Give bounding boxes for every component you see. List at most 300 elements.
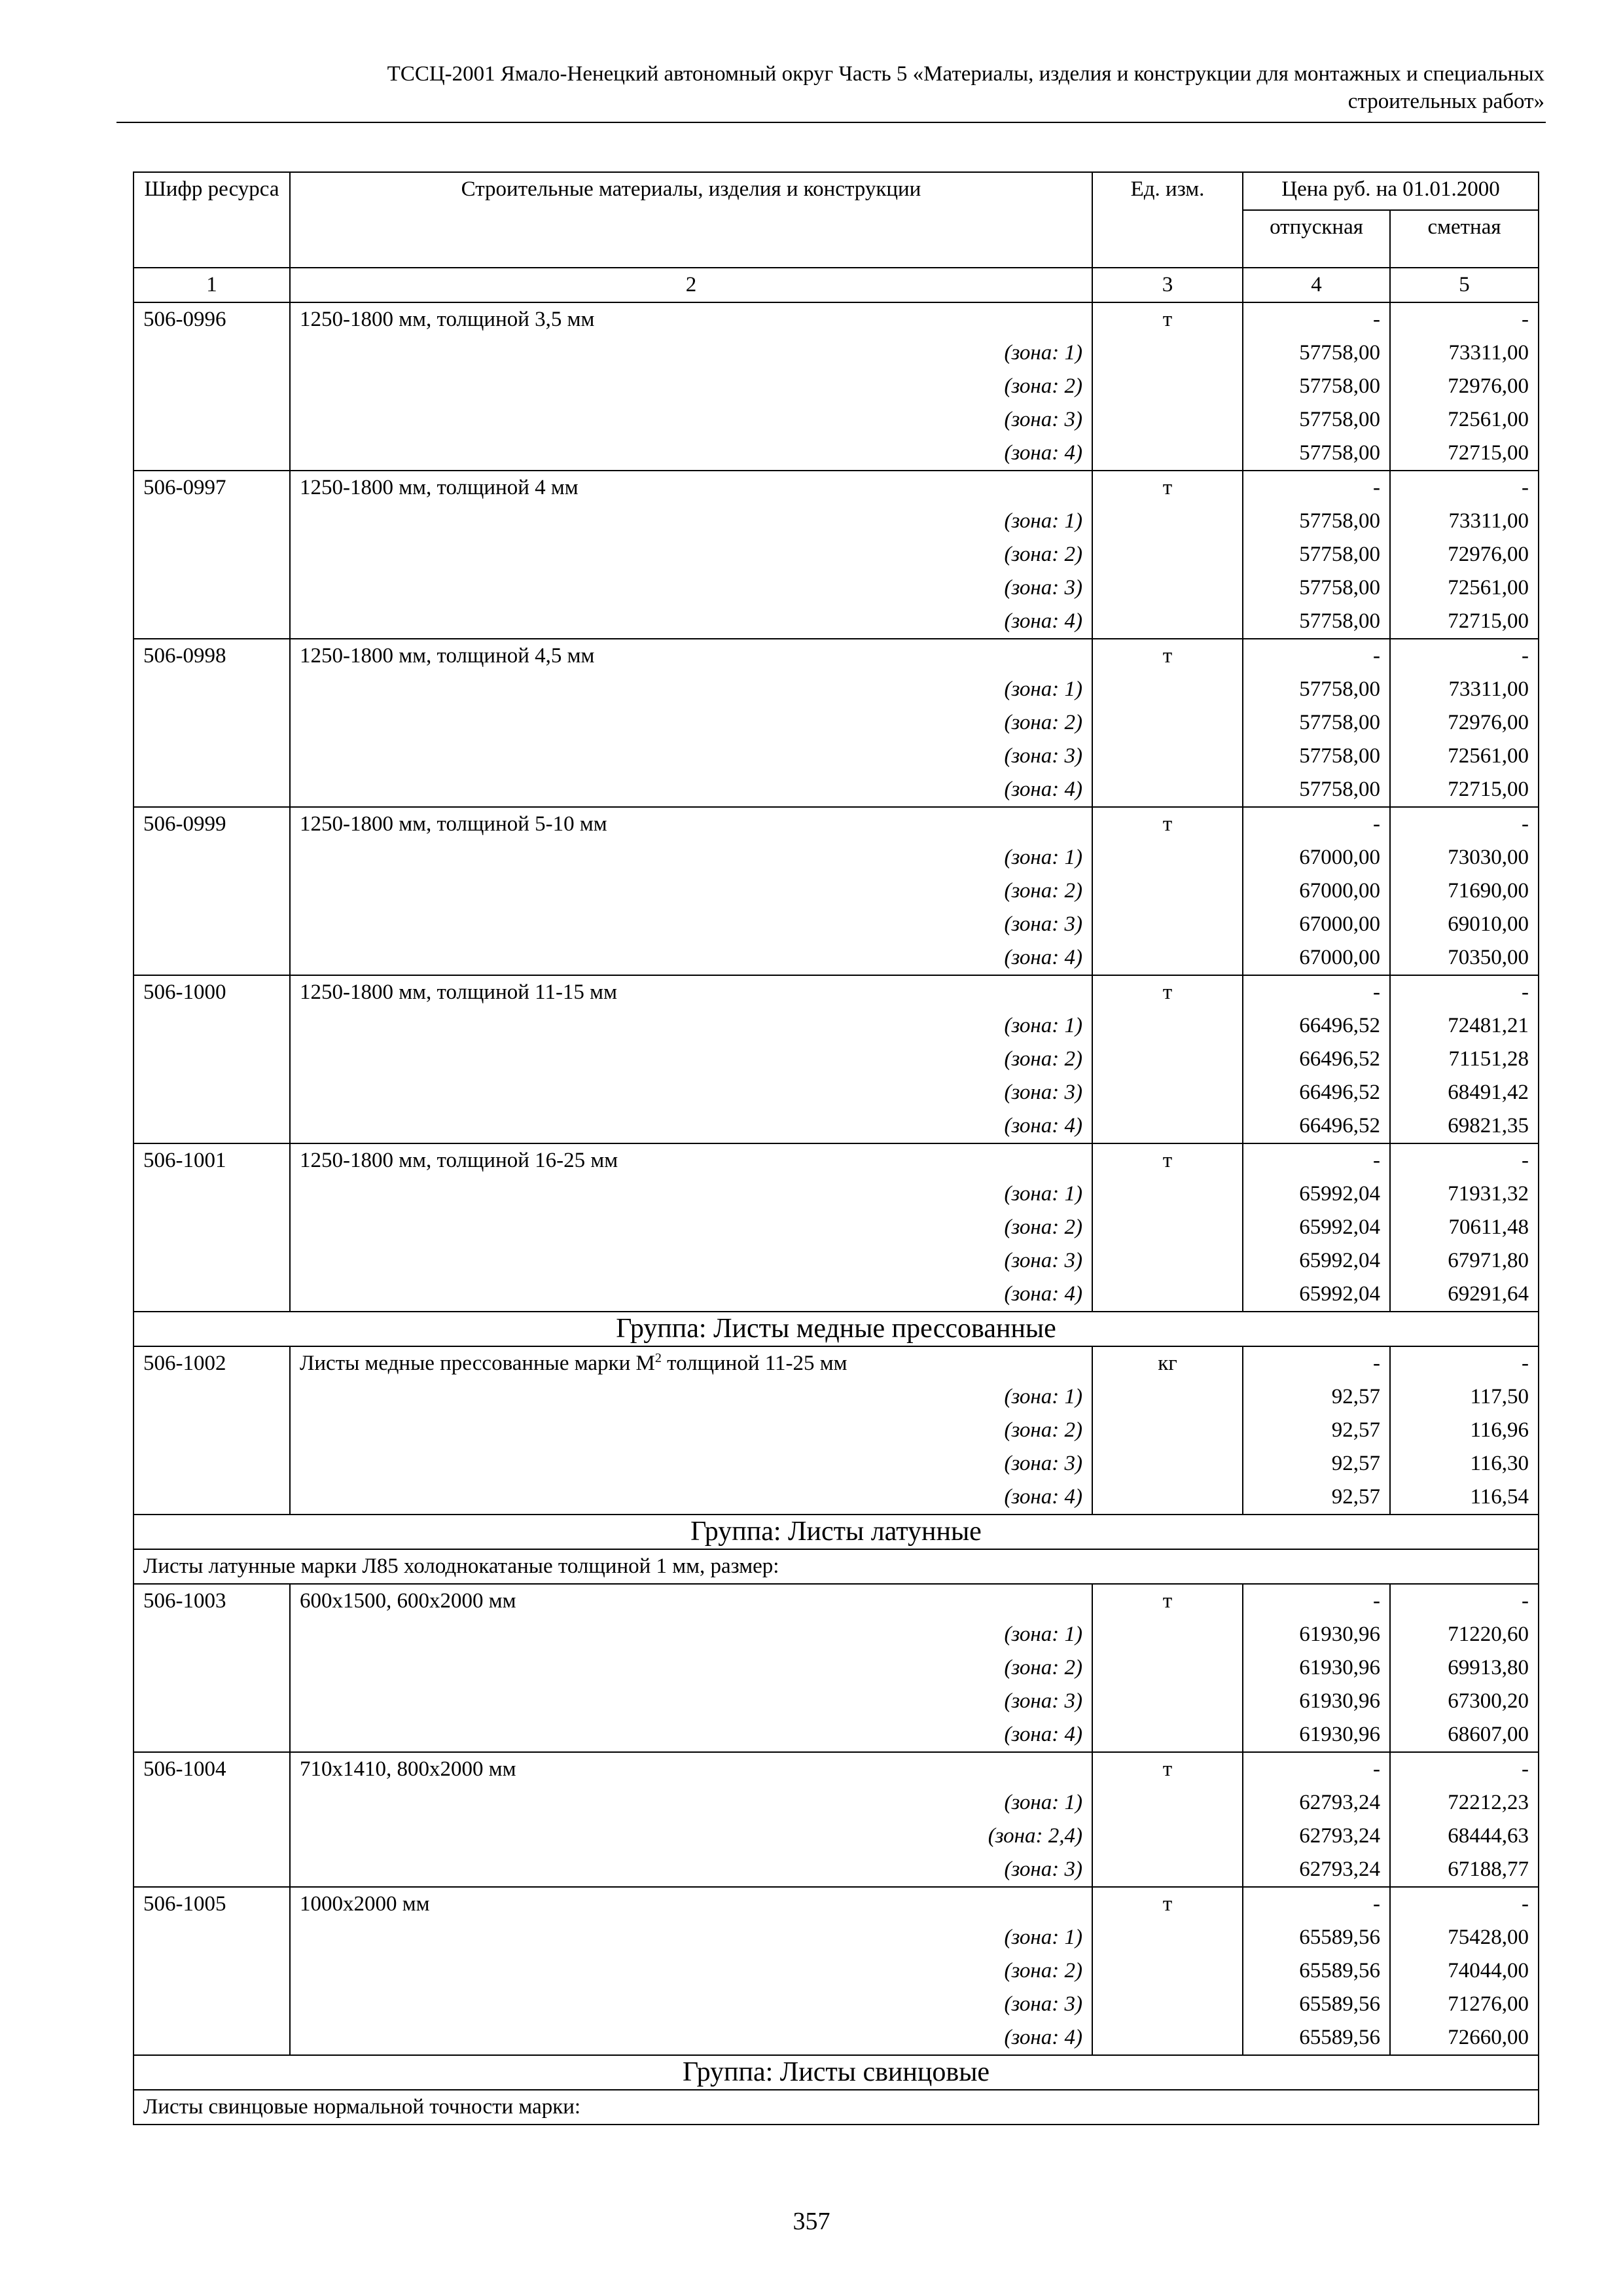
header-rule xyxy=(116,122,1546,123)
empty-code-cell xyxy=(134,1954,290,1988)
empty-code-cell xyxy=(134,1244,290,1278)
empty-unit-cell xyxy=(1092,505,1243,538)
zone-row xyxy=(134,1954,1539,1988)
zone-estimate-price: 73311,00 xyxy=(1390,336,1539,370)
empty-unit-cell xyxy=(1092,1009,1243,1043)
zone-release-price: 57758,00 xyxy=(1243,437,1390,471)
item-row xyxy=(134,471,1539,505)
zone-estimate-price: 72561,00 xyxy=(1390,740,1539,773)
zone-estimate-price: 69010,00 xyxy=(1390,908,1539,941)
header-estimate: сметная xyxy=(1390,210,1539,268)
zone-estimate-price: 72976,00 xyxy=(1390,370,1539,403)
zone-row xyxy=(134,1043,1539,1076)
item-row xyxy=(134,639,1539,673)
zone-label: (зона: 4) xyxy=(290,1278,1092,1312)
empty-code-cell xyxy=(134,571,290,605)
zone-release-price: 65992,04 xyxy=(1243,1211,1390,1244)
unit: т xyxy=(1092,1584,1243,1618)
zone-estimate-price: 71931,32 xyxy=(1390,1177,1539,1211)
empty-code-cell xyxy=(134,403,290,437)
zone-row xyxy=(134,437,1539,471)
unit: т xyxy=(1092,639,1243,673)
zone-label: (зона: 1) xyxy=(290,336,1092,370)
zone-row xyxy=(134,505,1539,538)
release-price: - xyxy=(1243,807,1390,841)
header-release: отпускная xyxy=(1243,210,1390,268)
resource-code: 506-0996 xyxy=(134,302,290,336)
zone-row xyxy=(134,841,1539,874)
header-unit: Ед. изм. xyxy=(1092,172,1243,268)
empty-unit-cell xyxy=(1092,1278,1243,1312)
zone-release-price: 57758,00 xyxy=(1243,505,1390,538)
zone-estimate-price: 68491,42 xyxy=(1390,1076,1539,1109)
empty-code-cell xyxy=(134,1447,290,1480)
zone-label: (зона: 3) xyxy=(290,908,1092,941)
empty-code-cell xyxy=(134,1618,290,1651)
empty-unit-cell xyxy=(1092,1954,1243,1988)
estimate-price: - xyxy=(1390,1752,1539,1786)
empty-unit-cell xyxy=(1092,1447,1243,1480)
empty-code-cell xyxy=(134,841,290,874)
zone-row xyxy=(134,1009,1539,1043)
empty-unit-cell xyxy=(1092,2021,1243,2055)
zone-estimate-price: 72715,00 xyxy=(1390,437,1539,471)
empty-code-cell xyxy=(134,908,290,941)
zone-label: (зона: 2) xyxy=(290,1954,1092,1988)
empty-code-cell xyxy=(134,1718,290,1752)
empty-code-cell xyxy=(134,1480,290,1515)
empty-unit-cell xyxy=(1092,1244,1243,1278)
zone-label: (зона: 2,4) xyxy=(290,1820,1092,1853)
item-name-text: Листы медные прессованные марки М xyxy=(300,1352,655,1375)
empty-code-cell xyxy=(134,941,290,975)
header-price: Цена руб. на 01.01.2000 xyxy=(1243,172,1539,210)
zone-estimate-price: 72715,00 xyxy=(1390,773,1539,807)
release-price: - xyxy=(1243,302,1390,336)
item-name: 710х1410, 800х2000 мм xyxy=(290,1752,1092,1786)
empty-code-cell xyxy=(134,1076,290,1109)
item-row xyxy=(134,975,1539,1009)
zone-label: (зона: 3) xyxy=(290,1685,1092,1718)
item-row xyxy=(134,1887,1539,1921)
zone-estimate-price: 67188,77 xyxy=(1390,1853,1539,1887)
zone-estimate-price: 116,96 xyxy=(1390,1414,1539,1447)
zone-label: (зона: 4) xyxy=(290,941,1092,975)
column-number: 1 xyxy=(134,268,290,302)
zone-release-price: 67000,00 xyxy=(1243,908,1390,941)
estimate-price: - xyxy=(1390,1346,1539,1380)
estimate-price: - xyxy=(1390,1887,1539,1921)
empty-code-cell xyxy=(134,1921,290,1954)
zone-release-price: 57758,00 xyxy=(1243,571,1390,605)
zone-estimate-price: 72715,00 xyxy=(1390,605,1539,639)
zone-row xyxy=(134,1447,1539,1480)
resource-code: 506-1002 xyxy=(134,1346,290,1380)
zone-estimate-price: 74044,00 xyxy=(1390,1954,1539,1988)
empty-unit-cell xyxy=(1092,706,1243,740)
resource-code: 506-0998 xyxy=(134,639,290,673)
empty-unit-cell xyxy=(1092,1177,1243,1211)
zone-label: (зона: 3) xyxy=(290,1988,1092,2021)
zone-release-price: 57758,00 xyxy=(1243,673,1390,706)
empty-unit-cell xyxy=(1092,437,1243,471)
resource-code: 506-1001 xyxy=(134,1143,290,1177)
unit: т xyxy=(1092,471,1243,505)
page-header xyxy=(116,60,1544,115)
zone-row xyxy=(134,1244,1539,1278)
zone-release-price: 67000,00 xyxy=(1243,841,1390,874)
zone-estimate-price: 75428,00 xyxy=(1390,1921,1539,1954)
item-name: 1250-1800 мм, толщиной 11-15 мм xyxy=(290,975,1092,1009)
empty-unit-cell xyxy=(1092,874,1243,908)
zone-estimate-price: 117,50 xyxy=(1390,1380,1539,1414)
zone-label: (зона: 3) xyxy=(290,571,1092,605)
empty-code-cell xyxy=(134,1651,290,1685)
unit: т xyxy=(1092,1752,1243,1786)
empty-unit-cell xyxy=(1092,1786,1243,1820)
zone-row xyxy=(134,1853,1539,1887)
empty-unit-cell xyxy=(1092,538,1243,571)
header-code: Шифр ресурса xyxy=(134,172,290,268)
zone-row xyxy=(134,1718,1539,1752)
zone-label: (зона: 4) xyxy=(290,605,1092,639)
zone-estimate-price: 69821,35 xyxy=(1390,1109,1539,1143)
zone-row xyxy=(134,773,1539,807)
zone-row xyxy=(134,908,1539,941)
zone-release-price: 92,57 xyxy=(1243,1447,1390,1480)
zone-estimate-price: 72561,00 xyxy=(1390,403,1539,437)
item-row xyxy=(134,302,1539,336)
zone-release-price: 57758,00 xyxy=(1243,605,1390,639)
zone-estimate-price: 72481,21 xyxy=(1390,1009,1539,1043)
zone-estimate-price: 116,54 xyxy=(1390,1480,1539,1515)
zone-row xyxy=(134,605,1539,639)
estimate-price: - xyxy=(1390,975,1539,1009)
estimate-price: - xyxy=(1390,1143,1539,1177)
zone-row xyxy=(134,706,1539,740)
zone-estimate-price: 73030,00 xyxy=(1390,841,1539,874)
zone-label: (зона: 3) xyxy=(290,1447,1092,1480)
zone-label: (зона: 3) xyxy=(290,1244,1092,1278)
item-name: 1250-1800 мм, толщиной 16-25 мм xyxy=(290,1143,1092,1177)
zone-label: (зона: 3) xyxy=(290,740,1092,773)
release-price: - xyxy=(1243,639,1390,673)
zone-row xyxy=(134,1278,1539,1312)
zone-estimate-price: 73311,00 xyxy=(1390,673,1539,706)
empty-unit-cell xyxy=(1092,1921,1243,1954)
empty-unit-cell xyxy=(1092,1109,1243,1143)
zone-estimate-price: 73311,00 xyxy=(1390,505,1539,538)
zone-release-price: 57758,00 xyxy=(1243,336,1390,370)
zone-release-price: 61930,96 xyxy=(1243,1618,1390,1651)
group-title: Группа: Листы свинцовые xyxy=(134,2055,1539,2090)
zone-estimate-price: 68607,00 xyxy=(1390,1718,1539,1752)
zone-release-price: 92,57 xyxy=(1243,1480,1390,1515)
empty-unit-cell xyxy=(1092,1853,1243,1887)
item-name xyxy=(290,1346,1092,1380)
release-price: - xyxy=(1243,975,1390,1009)
subheading-row xyxy=(134,2090,1539,2125)
estimate-price: - xyxy=(1390,807,1539,841)
zone-estimate-price: 72660,00 xyxy=(1390,2021,1539,2055)
empty-code-cell xyxy=(134,1820,290,1853)
empty-code-cell xyxy=(134,505,290,538)
zone-release-price: 67000,00 xyxy=(1243,941,1390,975)
zone-row xyxy=(134,1076,1539,1109)
zone-label: (зона: 2) xyxy=(290,538,1092,571)
item-row xyxy=(134,807,1539,841)
zone-release-price: 65589,56 xyxy=(1243,2021,1390,2055)
empty-unit-cell xyxy=(1092,1718,1243,1752)
column-number: 2 xyxy=(290,268,1092,302)
empty-unit-cell xyxy=(1092,1651,1243,1685)
zone-row xyxy=(134,571,1539,605)
table-header xyxy=(134,172,1539,302)
empty-code-cell xyxy=(134,336,290,370)
estimate-price: - xyxy=(1390,639,1539,673)
zone-release-price: 65589,56 xyxy=(1243,1988,1390,2021)
empty-code-cell xyxy=(134,1988,290,2021)
zone-estimate-price: 67300,20 xyxy=(1390,1685,1539,1718)
zone-row xyxy=(134,1685,1539,1718)
zone-row xyxy=(134,1177,1539,1211)
zone-label: (зона: 4) xyxy=(290,1480,1092,1515)
empty-unit-cell xyxy=(1092,1988,1243,2021)
empty-unit-cell xyxy=(1092,1211,1243,1244)
item-row xyxy=(134,1143,1539,1177)
zone-release-price: 65992,04 xyxy=(1243,1278,1390,1312)
unit: т xyxy=(1092,807,1243,841)
empty-unit-cell xyxy=(1092,1618,1243,1651)
zone-estimate-price: 72976,00 xyxy=(1390,706,1539,740)
zone-release-price: 57758,00 xyxy=(1243,370,1390,403)
zone-label: (зона: 4) xyxy=(290,1109,1092,1143)
empty-unit-cell xyxy=(1092,941,1243,975)
zone-label: (зона: 3) xyxy=(290,403,1092,437)
zone-estimate-price: 70611,48 xyxy=(1390,1211,1539,1244)
zone-row xyxy=(134,1651,1539,1685)
zone-release-price: 65589,56 xyxy=(1243,1921,1390,1954)
zone-label: (зона: 1) xyxy=(290,1618,1092,1651)
group-row xyxy=(134,1312,1539,1346)
zone-estimate-price: 72976,00 xyxy=(1390,538,1539,571)
zone-label: (зона: 1) xyxy=(290,1921,1092,1954)
resource-code: 506-0999 xyxy=(134,807,290,841)
zone-label: (зона: 1) xyxy=(290,1380,1092,1414)
empty-code-cell xyxy=(134,773,290,807)
zone-estimate-price: 71151,28 xyxy=(1390,1043,1539,1076)
zone-label: (зона: 1) xyxy=(290,673,1092,706)
zone-label: (зона: 3) xyxy=(290,1076,1092,1109)
empty-unit-cell xyxy=(1092,1685,1243,1718)
zone-release-price: 67000,00 xyxy=(1243,874,1390,908)
zone-release-price: 92,57 xyxy=(1243,1414,1390,1447)
zone-label: (зона: 2) xyxy=(290,1651,1092,1685)
empty-unit-cell xyxy=(1092,1076,1243,1109)
empty-unit-cell xyxy=(1092,1414,1243,1447)
zone-label: (зона: 1) xyxy=(290,841,1092,874)
empty-unit-cell xyxy=(1092,773,1243,807)
zone-release-price: 66496,52 xyxy=(1243,1109,1390,1143)
zone-estimate-price: 71220,60 xyxy=(1390,1618,1539,1651)
resource-code: 506-1005 xyxy=(134,1887,290,1921)
subheading-row xyxy=(134,1549,1539,1584)
release-price: - xyxy=(1243,471,1390,505)
empty-unit-cell xyxy=(1092,336,1243,370)
empty-code-cell xyxy=(134,1685,290,1718)
unit: кг xyxy=(1092,1346,1243,1380)
zone-estimate-price: 70350,00 xyxy=(1390,941,1539,975)
empty-code-cell xyxy=(134,1009,290,1043)
zone-release-price: 62793,24 xyxy=(1243,1853,1390,1887)
zone-row xyxy=(134,1109,1539,1143)
zone-estimate-price: 116,30 xyxy=(1390,1447,1539,1480)
item-name: 600х1500, 600х2000 мм xyxy=(290,1584,1092,1618)
header-line-1: ТССЦ-2001 Ямало-Ненецкий автономный округ Часть 5 «Материалы, изделия и конструкции для монтажных и специальных xyxy=(387,62,1544,86)
zone-label: (зона: 2) xyxy=(290,1043,1092,1076)
zone-release-price: 61930,96 xyxy=(1243,1685,1390,1718)
zone-release-price: 66496,52 xyxy=(1243,1009,1390,1043)
zone-estimate-price: 72561,00 xyxy=(1390,571,1539,605)
unit: т xyxy=(1092,975,1243,1009)
zone-estimate-price: 68444,63 xyxy=(1390,1820,1539,1853)
item-name: 1250-1800 мм, толщиной 4,5 мм xyxy=(290,639,1092,673)
zone-estimate-price: 71276,00 xyxy=(1390,1988,1539,2021)
item-row xyxy=(134,1752,1539,1786)
zone-label: (зона: 4) xyxy=(290,1718,1092,1752)
item-row xyxy=(134,1346,1539,1380)
header-line-2: строительных работ» xyxy=(1347,90,1544,113)
zone-row xyxy=(134,874,1539,908)
zone-row xyxy=(134,336,1539,370)
empty-code-cell xyxy=(134,1278,290,1312)
zone-label: (зона: 2) xyxy=(290,706,1092,740)
zone-estimate-price: 69913,80 xyxy=(1390,1651,1539,1685)
zone-label: (зона: 2) xyxy=(290,1211,1092,1244)
zone-release-price: 65589,56 xyxy=(1243,1954,1390,1988)
item-name: 1250-1800 мм, толщиной 5-10 мм xyxy=(290,807,1092,841)
resource-code: 506-1004 xyxy=(134,1752,290,1786)
item-name: 1250-1800 мм, толщиной 4 мм xyxy=(290,471,1092,505)
empty-code-cell xyxy=(134,1380,290,1414)
zone-row xyxy=(134,1988,1539,2021)
column-number: 3 xyxy=(1092,268,1243,302)
zone-release-price: 92,57 xyxy=(1243,1380,1390,1414)
empty-unit-cell xyxy=(1092,403,1243,437)
zone-row xyxy=(134,1480,1539,1515)
empty-code-cell xyxy=(134,1177,290,1211)
zone-row xyxy=(134,1820,1539,1853)
empty-unit-cell xyxy=(1092,673,1243,706)
table-body xyxy=(134,302,1539,2125)
unit: т xyxy=(1092,1143,1243,1177)
group-row xyxy=(134,2055,1539,2090)
zone-row xyxy=(134,1786,1539,1820)
empty-code-cell xyxy=(134,1786,290,1820)
zone-row xyxy=(134,403,1539,437)
zone-label: (зона: 1) xyxy=(290,1786,1092,1820)
subheading-text: Листы свинцовые нормальной точности марки: xyxy=(134,2090,1539,2125)
group-title: Группа: Листы медные прессованные xyxy=(134,1312,1539,1346)
release-price: - xyxy=(1243,1887,1390,1921)
zone-release-price: 57758,00 xyxy=(1243,403,1390,437)
zone-release-price: 57758,00 xyxy=(1243,773,1390,807)
unit: т xyxy=(1092,302,1243,336)
subheading-text: Листы латунные марки Л85 холоднокатаные толщиной 1 мм, размер: xyxy=(134,1549,1539,1584)
zone-label: (зона: 4) xyxy=(290,2021,1092,2055)
resource-code: 506-0997 xyxy=(134,471,290,505)
zone-row xyxy=(134,740,1539,773)
header-name: Строительные материалы, изделия и конструкции xyxy=(290,172,1092,268)
empty-code-cell xyxy=(134,1414,290,1447)
zone-release-price: 66496,52 xyxy=(1243,1043,1390,1076)
empty-code-cell xyxy=(134,706,290,740)
zone-release-price: 62793,24 xyxy=(1243,1786,1390,1820)
zone-row xyxy=(134,1414,1539,1447)
zone-label: (зона: 1) xyxy=(290,505,1092,538)
zone-estimate-price: 67971,80 xyxy=(1390,1244,1539,1278)
empty-unit-cell xyxy=(1092,1380,1243,1414)
zone-row xyxy=(134,1618,1539,1651)
zone-label: (зона: 4) xyxy=(290,773,1092,807)
empty-unit-cell xyxy=(1092,571,1243,605)
empty-code-cell xyxy=(134,605,290,639)
empty-code-cell xyxy=(134,538,290,571)
zone-row xyxy=(134,370,1539,403)
zone-label: (зона: 3) xyxy=(290,1853,1092,1887)
empty-unit-cell xyxy=(1092,841,1243,874)
release-price: - xyxy=(1243,1752,1390,1786)
release-price: - xyxy=(1243,1346,1390,1380)
zone-release-price: 66496,52 xyxy=(1243,1076,1390,1109)
item-name-tail: толщиной 11-25 мм xyxy=(661,1352,847,1375)
group-title: Группа: Листы латунные xyxy=(134,1515,1539,1549)
release-price: - xyxy=(1243,1584,1390,1618)
empty-code-cell xyxy=(134,1853,290,1887)
empty-unit-cell xyxy=(1092,370,1243,403)
zone-label: (зона: 2) xyxy=(290,370,1092,403)
empty-code-cell xyxy=(134,1211,290,1244)
zone-release-price: 57758,00 xyxy=(1243,538,1390,571)
zone-release-price: 61930,96 xyxy=(1243,1718,1390,1752)
resource-price-table xyxy=(133,171,1539,2125)
zone-label: (зона: 2) xyxy=(290,874,1092,908)
item-name-superscript: 2 xyxy=(654,1351,662,1365)
empty-code-cell xyxy=(134,740,290,773)
zone-release-price: 65992,04 xyxy=(1243,1244,1390,1278)
empty-code-cell xyxy=(134,673,290,706)
zone-label: (зона: 1) xyxy=(290,1009,1092,1043)
column-number: 4 xyxy=(1243,268,1390,302)
empty-code-cell xyxy=(134,1043,290,1076)
empty-unit-cell xyxy=(1092,1480,1243,1515)
zone-row xyxy=(134,1921,1539,1954)
estimate-price: - xyxy=(1390,302,1539,336)
zone-row xyxy=(134,1380,1539,1414)
empty-unit-cell xyxy=(1092,1820,1243,1853)
item-name: 1000х2000 мм xyxy=(290,1887,1092,1921)
zone-row xyxy=(134,538,1539,571)
estimate-price: - xyxy=(1390,1584,1539,1618)
column-number: 5 xyxy=(1390,268,1539,302)
group-row xyxy=(134,1515,1539,1549)
empty-unit-cell xyxy=(1092,908,1243,941)
empty-code-cell xyxy=(134,2021,290,2055)
page-number: 357 xyxy=(793,2208,830,2235)
zone-row xyxy=(134,2021,1539,2055)
empty-code-cell xyxy=(134,874,290,908)
zone-label: (зона: 4) xyxy=(290,437,1092,471)
